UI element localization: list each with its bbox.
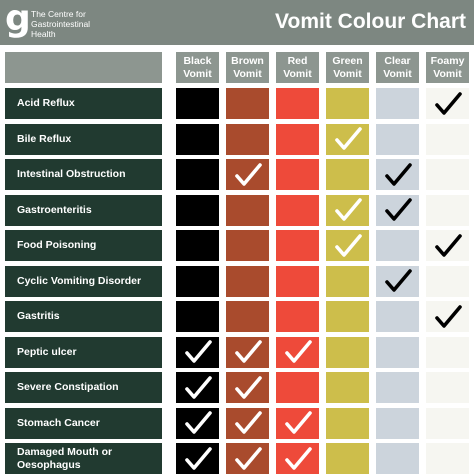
color-cell — [276, 337, 319, 368]
color-cell — [326, 266, 369, 297]
color-cell — [326, 337, 369, 368]
color-cell — [226, 408, 269, 439]
checkmark-icon — [433, 304, 463, 330]
column-header: Clear Vomit — [376, 52, 419, 83]
row-label: Cyclic Vomiting Disorder — [5, 266, 162, 297]
column-header: Red Vomit — [276, 52, 319, 83]
row-label: Damaged Mouth or Oesophagus — [5, 443, 162, 474]
column-header: Green Vomit — [326, 52, 369, 83]
checkmark-icon — [383, 268, 413, 294]
checkmark-icon — [183, 446, 213, 472]
color-cell — [276, 124, 319, 155]
color-cell — [426, 301, 469, 332]
color-cell — [226, 195, 269, 226]
color-cell — [226, 266, 269, 297]
checkmark-icon — [233, 162, 263, 188]
column-header: Foamy Vomit — [426, 52, 469, 83]
color-cell — [176, 266, 219, 297]
checkmark-icon — [433, 91, 463, 117]
checkmark-icon — [233, 410, 263, 436]
color-cell — [276, 195, 319, 226]
checkmark-icon — [183, 375, 213, 401]
row-label: Intestinal Obstruction — [5, 159, 162, 190]
color-cell — [376, 372, 419, 403]
color-cell — [376, 195, 419, 226]
color-cell — [226, 159, 269, 190]
color-cell — [276, 266, 319, 297]
color-cell — [426, 230, 469, 261]
color-cell — [426, 159, 469, 190]
color-cell — [176, 195, 219, 226]
color-cell — [426, 266, 469, 297]
checkmark-icon — [333, 233, 363, 259]
checkmark-icon — [383, 162, 413, 188]
color-cell — [376, 159, 419, 190]
color-cell — [426, 88, 469, 119]
checkmark-icon — [233, 339, 263, 365]
checkmark-icon — [283, 410, 313, 436]
color-cell — [176, 230, 219, 261]
color-cell — [426, 195, 469, 226]
color-cell — [326, 88, 369, 119]
color-cell — [376, 124, 419, 155]
checkmark-icon — [233, 375, 263, 401]
color-cell — [326, 443, 369, 474]
color-cell — [176, 337, 219, 368]
color-cell — [176, 408, 219, 439]
color-cell — [226, 372, 269, 403]
row-label: Stomach Cancer — [5, 408, 162, 439]
color-cell — [376, 408, 419, 439]
checkmark-icon — [433, 233, 463, 259]
checkmark-icon — [333, 126, 363, 152]
checkmark-icon — [233, 446, 263, 472]
row-label: Bile Reflux — [5, 124, 162, 155]
table-corner-cell — [5, 52, 162, 83]
color-cell — [376, 337, 419, 368]
color-cell — [326, 301, 369, 332]
color-cell — [176, 443, 219, 474]
color-cell — [326, 408, 369, 439]
color-cell — [176, 88, 219, 119]
row-label: Peptic ulcer — [5, 337, 162, 368]
color-cell — [276, 408, 319, 439]
color-cell — [376, 443, 419, 474]
organization-name: The Centre for Gastrointestinal Health — [31, 9, 91, 39]
row-label: Gastroenteritis — [5, 195, 162, 226]
color-cell — [376, 266, 419, 297]
color-cell — [326, 124, 369, 155]
checkmark-icon — [183, 410, 213, 436]
column-header: Black Vomit — [176, 52, 219, 83]
row-label: Gastritis — [5, 301, 162, 332]
checkmark-icon — [383, 197, 413, 223]
column-header: Brown Vomit — [226, 52, 269, 83]
color-cell — [426, 408, 469, 439]
color-cell — [176, 301, 219, 332]
color-cell — [376, 301, 419, 332]
checkmark-icon — [283, 339, 313, 365]
color-cell — [176, 372, 219, 403]
checkmark-icon — [283, 446, 313, 472]
color-cell — [326, 230, 369, 261]
color-cell — [376, 88, 419, 119]
color-cell — [326, 372, 369, 403]
color-cell — [276, 159, 319, 190]
color-cell — [226, 88, 269, 119]
color-cell — [276, 88, 319, 119]
color-cell — [226, 443, 269, 474]
checkmark-icon — [333, 197, 363, 223]
color-cell — [176, 159, 219, 190]
color-cell — [276, 230, 319, 261]
color-cell — [426, 372, 469, 403]
color-cell — [276, 301, 319, 332]
color-cell — [426, 337, 469, 368]
color-cell — [226, 337, 269, 368]
page-title: Vomit Colour Chart — [275, 10, 466, 33]
color-cell — [426, 124, 469, 155]
header-bar — [0, 0, 474, 45]
color-cell — [226, 230, 269, 261]
color-cell — [276, 372, 319, 403]
color-cell — [276, 443, 319, 474]
checkmark-icon — [183, 339, 213, 365]
color-cell — [176, 124, 219, 155]
color-cell — [226, 301, 269, 332]
color-cell — [426, 443, 469, 474]
logo-icon: g — [5, 0, 31, 39]
color-cell — [376, 230, 419, 261]
color-cell — [226, 124, 269, 155]
row-label: Food Poisoning — [5, 230, 162, 261]
row-label: Severe Constipation — [5, 372, 162, 403]
color-cell — [326, 159, 369, 190]
color-cell — [326, 195, 369, 226]
row-label: Acid Reflux — [5, 88, 162, 119]
